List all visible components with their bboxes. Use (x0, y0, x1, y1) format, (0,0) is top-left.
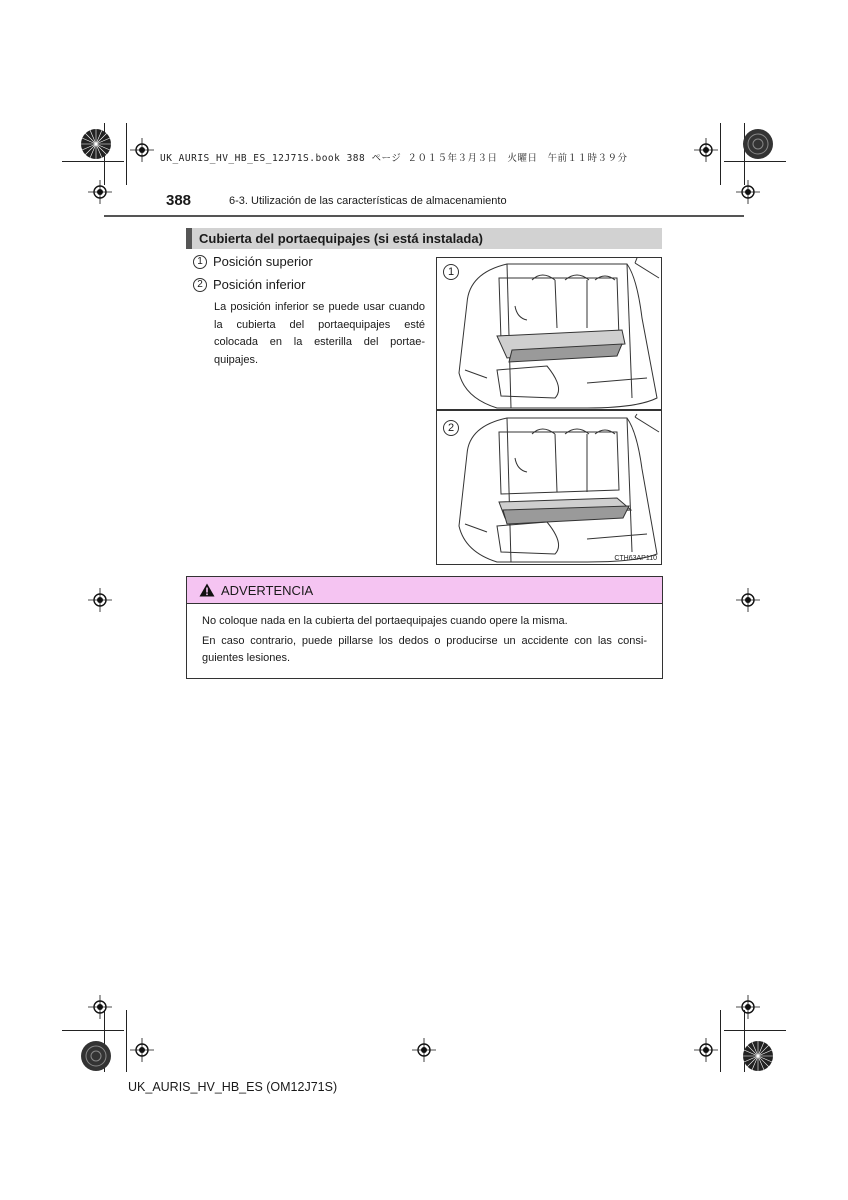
registration-mark-icon (694, 1038, 718, 1062)
panel-number: 1 (443, 264, 459, 280)
list-item-lower-position (193, 277, 306, 292)
print-rosette-icon (742, 1040, 774, 1072)
crop-line (126, 123, 127, 185)
panel-number: 2 (443, 420, 459, 436)
chapter-title: 6-3. Utilización de las características de almacenamiento (229, 195, 507, 207)
figure-code: CTH63AP110 (614, 555, 657, 562)
registration-mark-icon (736, 995, 760, 1019)
item-number-circle: 1 (193, 255, 207, 269)
registration-mark-icon (88, 180, 112, 204)
crop-line (724, 161, 786, 162)
crop-line (126, 1010, 127, 1072)
warning-text: En caso contrario, puede pillarse los dedos o producirse un accidente con las consi-guientes lesiones. (202, 635, 647, 664)
crop-line (720, 123, 721, 185)
panel-badge-2 (443, 418, 459, 436)
rear-hatch-drawing (437, 258, 661, 564)
panel-upper-position (459, 258, 659, 408)
crop-line (724, 1030, 786, 1031)
warning-text: No coloque nada en la cubierta del portaequipajes cuando opere la misma. (202, 615, 568, 627)
crop-line (62, 161, 124, 162)
registration-mark-icon (88, 588, 112, 612)
list-item-upper-position (193, 254, 313, 269)
print-rosette-icon (80, 128, 112, 160)
crop-line (720, 1010, 721, 1072)
registration-mark-icon (130, 138, 154, 162)
warning-box (186, 576, 663, 679)
position-note: La posición inferior se puede usar cuando la cubierta del portaequipajes esté colocada en la esterilla del portae-quipajes. (214, 301, 425, 366)
page-number: 388 (166, 192, 192, 209)
registration-mark-icon (412, 1038, 436, 1062)
cargo-cover-illustration (436, 257, 662, 565)
section-heading: Cubierta del portaequipajes (si está instalada) (186, 228, 662, 249)
warning-header (187, 577, 662, 604)
warning-triangle-icon (199, 583, 215, 597)
crop-line (62, 1030, 124, 1031)
item-label: Posición inferior (213, 277, 306, 292)
registration-mark-icon (130, 1038, 154, 1062)
registration-mark-icon (736, 180, 760, 204)
print-metadata: UK_AURIS_HV_HB_ES_12J71S.book 388 ページ ２０１５年３月３日 火曜日 午前１１時３９分 (160, 153, 628, 164)
header-rule (104, 215, 744, 217)
item-label: Posición superior (213, 254, 313, 269)
footer-code: UK_AURIS_HV_HB_ES (OM12J71S) (128, 1080, 338, 1094)
registration-mark-icon (88, 995, 112, 1019)
item-number-circle: 2 (193, 278, 207, 292)
panel-lower-position (459, 414, 659, 562)
registration-mark-icon (736, 588, 760, 612)
warning-title: ADVERTENCIA (221, 582, 314, 598)
print-rosette-icon (742, 128, 774, 160)
panel-badge-1 (443, 262, 459, 280)
registration-mark-icon (694, 138, 718, 162)
print-rosette-icon (80, 1040, 112, 1072)
